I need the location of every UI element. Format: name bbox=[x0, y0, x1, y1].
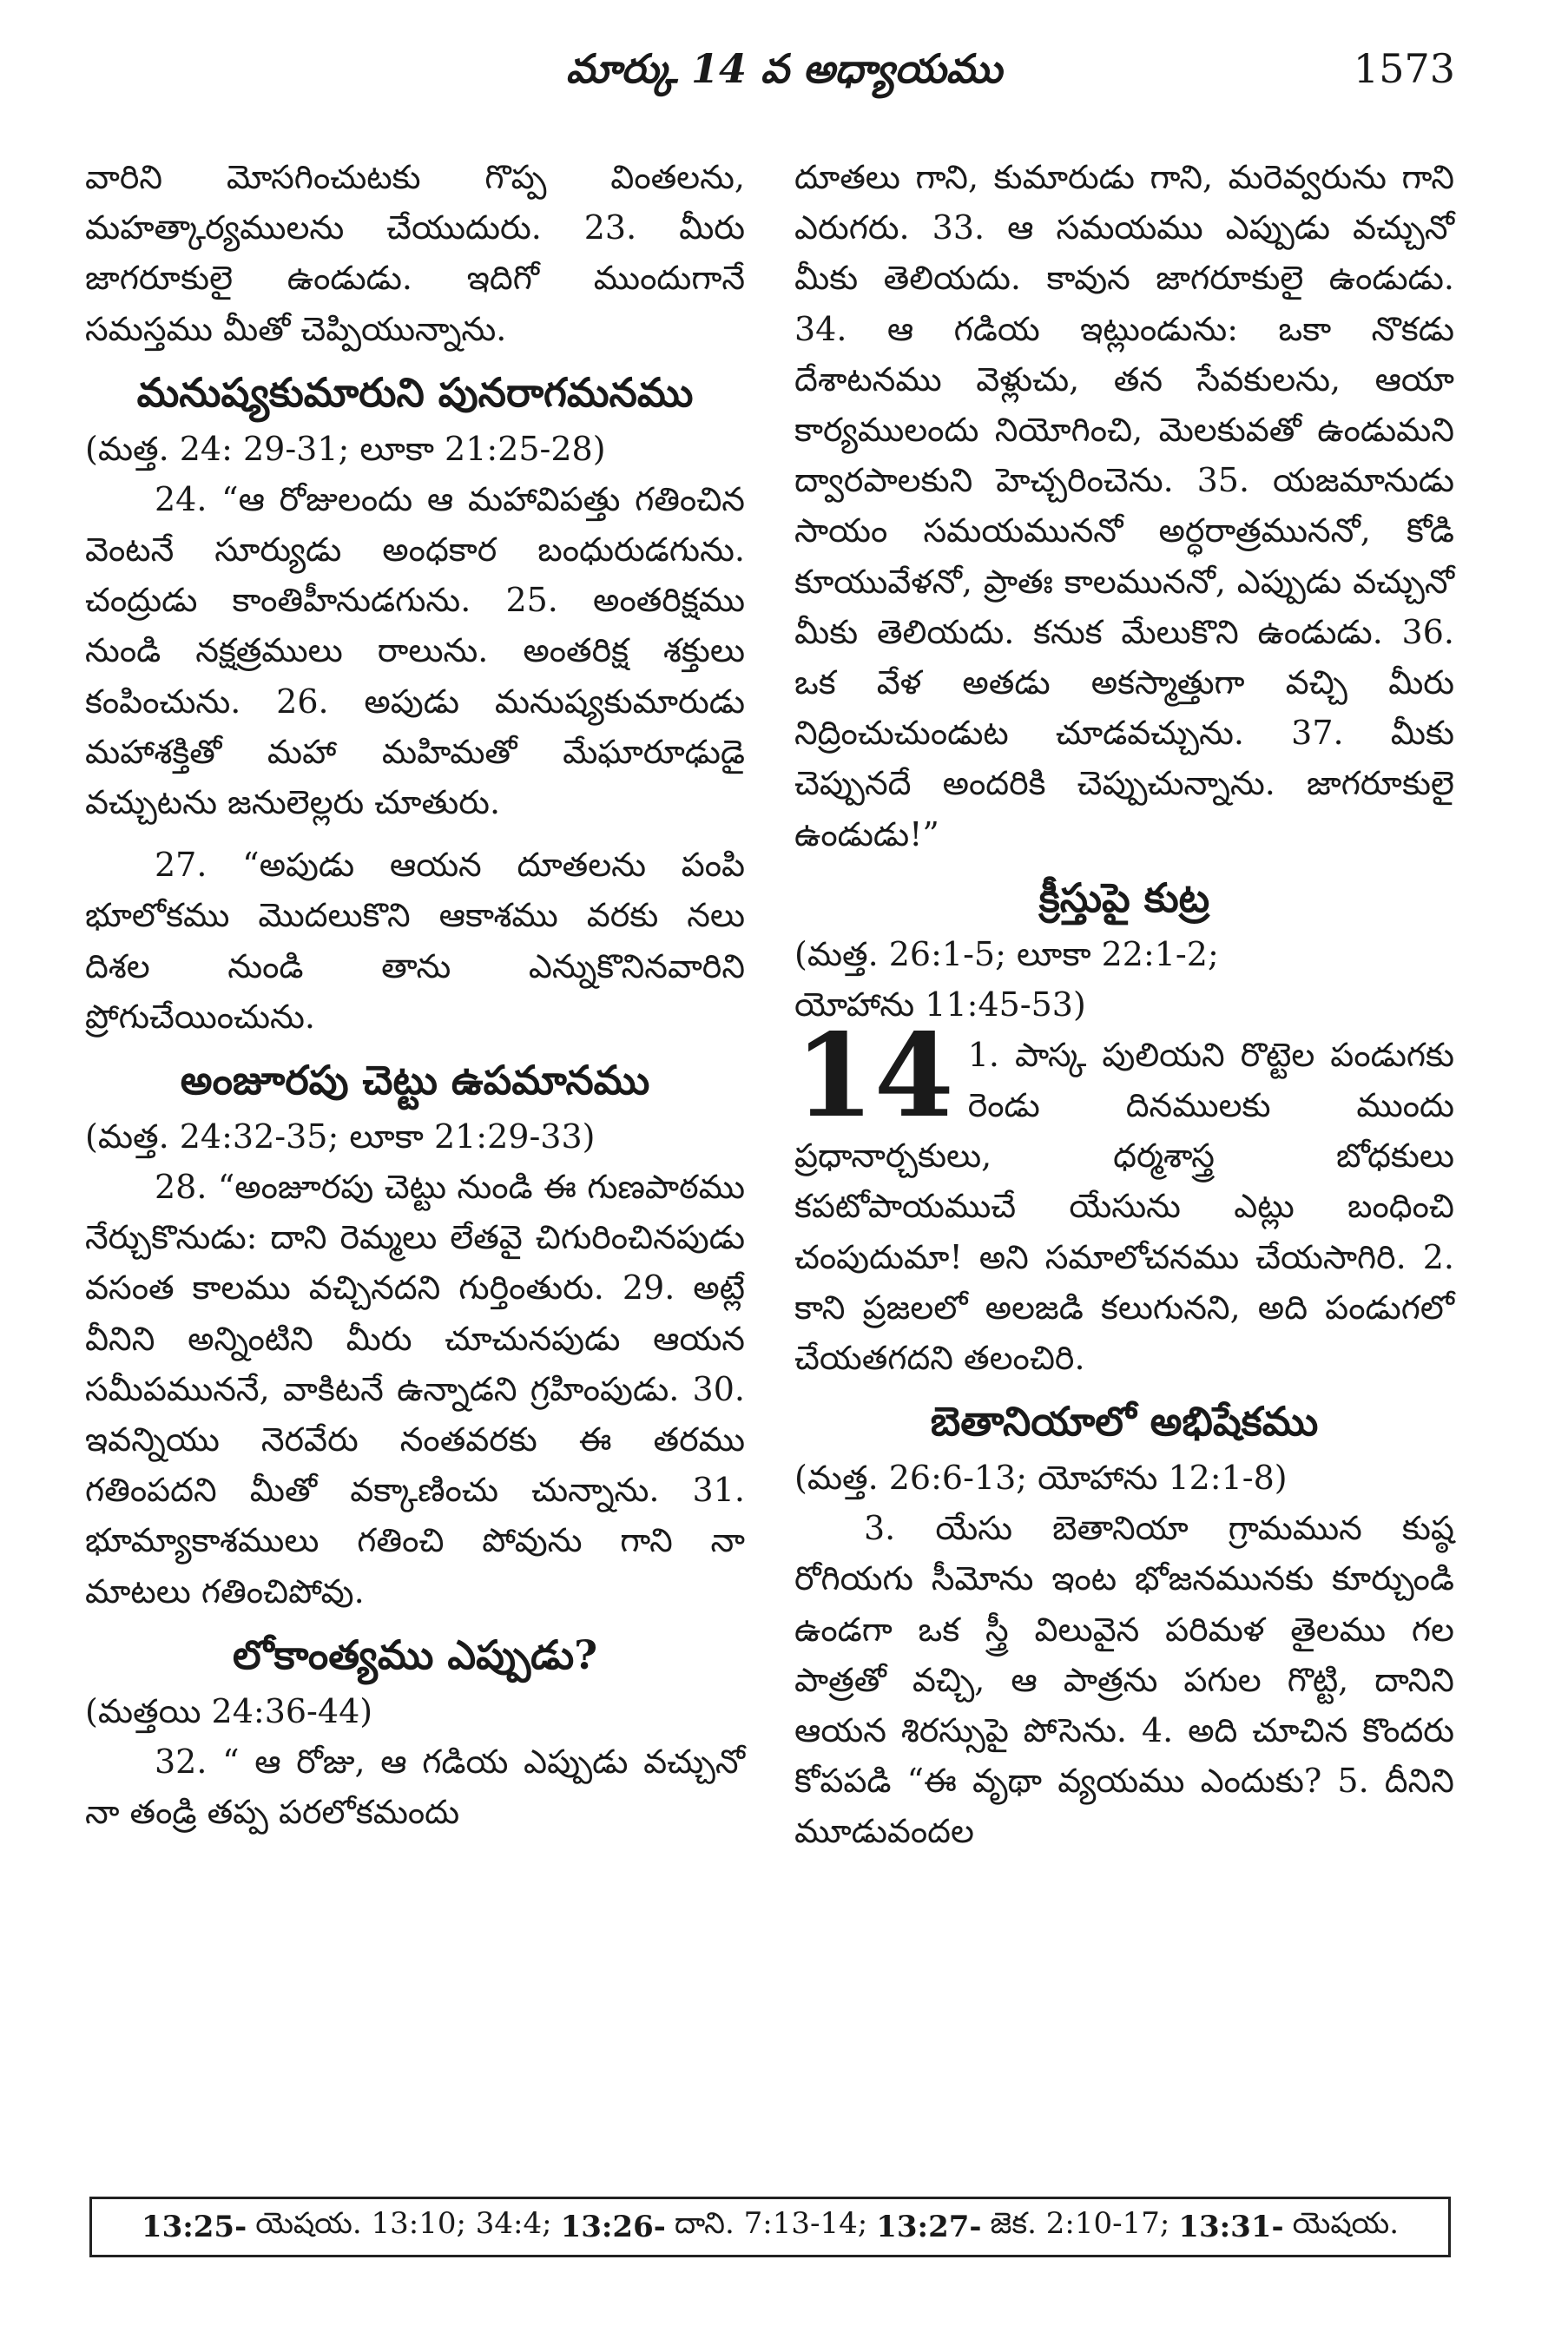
footnote-text: యెషయ. 13:10; 34:4; bbox=[255, 2206, 552, 2241]
paragraph: 3. యేసు బెతానియా గ్రామమున కుష్ఠ రోగియగు సీమోను ఇంట భోజనమునకు కూర్చుండి ఉండగా ఒక స్త్రీ విలువైన పరిమళ తైలము గల పాత్రతో వచ్చి, ఆ పాత్రను పగుల గొట్టి, దానిని ఆయన శిరస్సుపై పోసెను. 4. అది చూచిన కొందరు కోపపడి “ఈ వృథా వ్యయము ఎందుకు? 5. దీనిని మూడువందల bbox=[794, 1509, 1454, 1851]
chapter-number: 14 bbox=[794, 1008, 954, 1143]
footnote-text: దాని. 7:13-14; bbox=[674, 2206, 868, 2241]
cross-reference: (మత్త. 26:1-5; లూకా 22:1-2; bbox=[794, 934, 1219, 973]
footnote-ref: 13:31- bbox=[1178, 2210, 1284, 2244]
section-heading: లోకాంత్యము ఎప్పుడు? bbox=[232, 1631, 598, 1678]
cross-reference: (మత్త. 24:32-35; లూకా 21:29-33) bbox=[85, 1117, 596, 1156]
right-column bbox=[794, 152, 1454, 1857]
section-heading: బెతానియాలో అభిషేకము bbox=[930, 1398, 1319, 1446]
section-heading: మనుష్యకుమారుని పునరాగమనము bbox=[136, 368, 694, 416]
footnote-ref: 13:27- bbox=[876, 2210, 982, 2244]
footnote-text: యెషయ. bbox=[1292, 2206, 1400, 2241]
paragraph: దూతలు గాని, కుమారుడు గాని, మరెవ్వరును గాని ఎరుగరు. 33. ఆ సమయము ఎప్పుడు వచ్చునో మీకు తెలియదు. కావున జాగరూకులై ఉండుడు. 34. ఆ గడియ ఇట్లుండును: ఒకా నొకడు దేశాటనము వెళ్లుచు, తన సేవకులను, ఆయా కార్యములందు నియోగించి, మెలకువతో ఉండుమని ద్వారపాలకుని హెచ్చరించెను. 35. యజమానుడు సాయం సమయముననో అర్ధరాత్రముననో, కోడి కూయువేళనో, ప్రాతః కాలముననో, ఎప్పుడు వచ్చునో మీకు తెలియదు. కనుక మేలుకొని ఉండుడు. 36. ఒక వేళ అతడు అకస్మాత్తుగా వచ్చి మీరు నిద్రించుచుండుట చూడవచ్చును. 37. మీకు చెప్పునదే అందరికి చెప్పుచున్నాను. జాగరూకులై ఉండుడు!” bbox=[794, 158, 1454, 853]
paragraph: 27. “అపుడు ఆయన దూతలను పంపి భూలోకము మొదలుకొని ఆకాశము వరకు నలు దిశల నుండి తాను ఎన్నుకొనినవారిని ప్రోగుచేయించును. bbox=[85, 846, 745, 1036]
cross-reference: (మత్త. 24: 29-31; లూకా 21:25-28) bbox=[85, 429, 606, 468]
cross-reference: (మత్తయి 24:36-44) bbox=[85, 1691, 373, 1730]
footnote-ref: 13:25- bbox=[141, 2210, 247, 2244]
paragraph: 24. “ఆ రోజులందు ఆ మహావిపత్తు గతించిన వెంటనే సూర్యుడు అంధకార బంధురుడగును. చంద్రుడు కాంతిహీనుడగును. 25. అంతరిక్షము నుండి నక్షత్రములు రాలును. అంతరిక్ష శక్తులు కంపించును. 26. అపుడు మనుష్యకుమారుడు మహాశక్తితో మహా మహిమతో మేఘారూఢుడై వచ్చుటను జనులెల్లరు చూతురు. bbox=[85, 479, 745, 822]
paragraph: 28. “అంజూరపు చెట్టు నుండి ఈ గుణపాఠము నేర్చుకొనుడు: దాని రెమ్మలు లేతవై చిగురించినపుడు వసంత కాలము వచ్చినదని గుర్తింతురు. 29. అట్లే వీనిని అన్నింటిని మీరు చూచునపుడు ఆయన సమీపముననే, వాకిటనే ఉన్నాడని గ్రహింపుడు. 30. ఇవన్నియు నెరవేరు నంతవరకు ఈ తరము గతింపదని మీతో వక్కాణించు చున్నాను. 31. భూమ్యాకాశములు గతించి పోవును గాని నా మాటలు గతించిపోవు. bbox=[85, 1168, 745, 1611]
left-column bbox=[85, 152, 745, 1837]
paragraph-text: 1. పాస్క పులియని రొట్టెల పండుగకు రెండు దినములకు ముందు ప్రధానార్చకులు, ధర్మశాస్త్ర బోధకులు కపటోపాయముచే యేసును ఎట్లు బంధించి చంపుదుమా! అని సమాలోచనము చేయసాగిరి. 2. కాని ప్రజలలో అలజడి కలుగునని, అది పండుగలో చేయతగదని తలంచిరి. bbox=[794, 1035, 1454, 1378]
footnote-text: జెక. 2:10-17; bbox=[990, 2206, 1170, 2241]
paragraph: 32. “ ఆ రోజు, ఆ గడియ ఎప్పుడు వచ్చునో నా తండ్రి తప్ప పరలోకమందు bbox=[85, 1742, 745, 1832]
page-header bbox=[0, 0, 1568, 122]
section-heading: క్రీస్తుపై కుట్ర bbox=[1038, 873, 1210, 921]
cross-reference: యోహాను 11:45-53) bbox=[794, 985, 1086, 1024]
section-heading: అంజూరపు చెట్టు ఉపమానము bbox=[180, 1057, 650, 1104]
page-number: 1573 bbox=[1353, 45, 1455, 92]
running-title: మార్కు 14 వ అధ్యాయము bbox=[565, 45, 1003, 92]
footnote-ref: 13:26- bbox=[560, 2210, 666, 2244]
paragraph: వారిని మోసగించుటకు గొప్ప వింతలను, మహత్కార్యములను చేయుదురు. 23. మీరు జాగరూకులై ఉండుడు. ఇదిగో ముందుగానే సమస్తము మీతో చెప్పియున్నాను. bbox=[85, 158, 745, 348]
cross-reference: (మత్త. 26:6-13; యోహాను 12:1-8) bbox=[794, 1459, 1288, 1498]
footnote-box bbox=[89, 2197, 1451, 2257]
chapter-opening-paragraph bbox=[794, 1008, 1454, 1383]
